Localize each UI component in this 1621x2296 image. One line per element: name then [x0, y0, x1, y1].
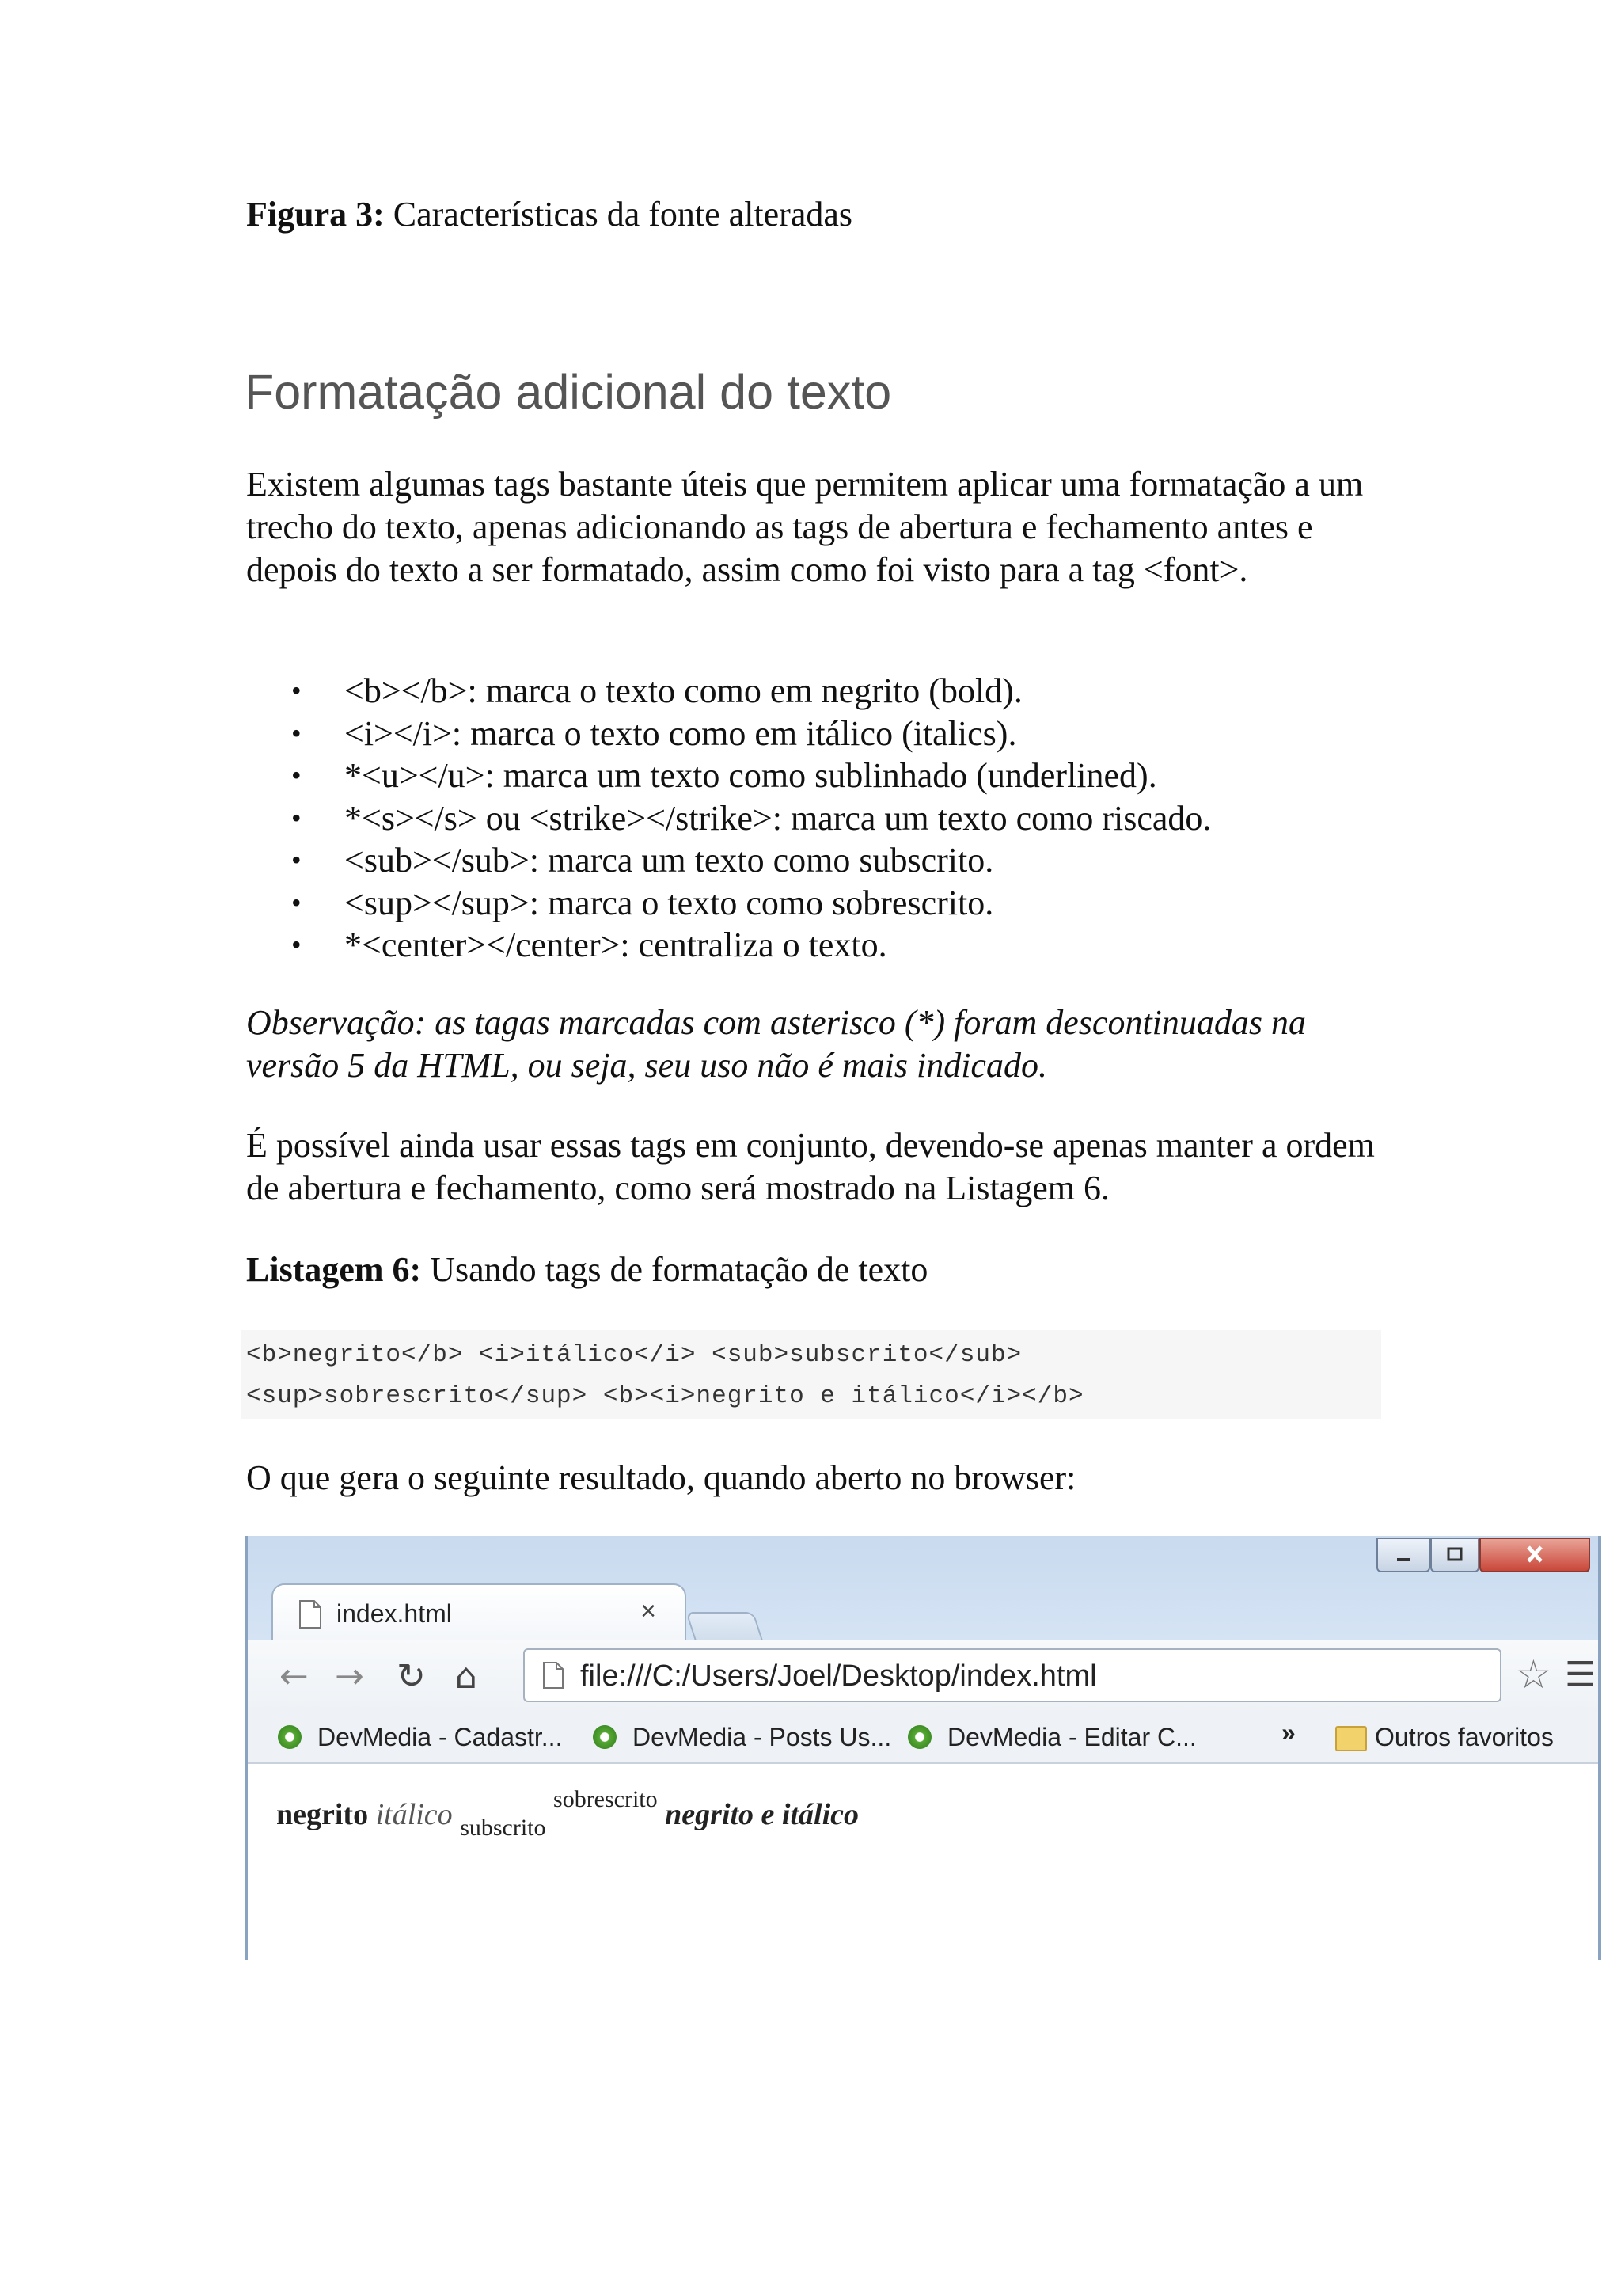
figure-caption-label: Figura 3:: [246, 195, 385, 234]
close-icon: [1481, 1539, 1589, 1571]
page-icon: [298, 1599, 322, 1629]
minimize-button[interactable]: [1376, 1538, 1430, 1572]
list-item: • <sup></sup>: marca o texto como sobrescrito.: [246, 882, 1394, 925]
address-url: file:///C:/Users/Joel/Desktop/index.html: [580, 1659, 1097, 1693]
figure-caption: [246, 194, 852, 234]
result-intro-paragraph: O que gera o seguinte resultado, quando aberto no browser:: [246, 1458, 1076, 1497]
list-item: • <i></i>: marca o texto como em itálico (italics).: [246, 713, 1394, 755]
bookmarks-overflow-icon[interactable]: »: [1281, 1718, 1296, 1747]
folder-icon: [1335, 1726, 1367, 1751]
maximize-button[interactable]: [1430, 1538, 1479, 1572]
other-bookmarks[interactable]: Outros favoritos: [1375, 1723, 1554, 1751]
list-item: • *<center></center>: centraliza o texto.: [246, 924, 1394, 967]
listing-caption: [246, 1249, 928, 1290]
maximize-icon: [1432, 1539, 1478, 1571]
tag-list: [246, 670, 1394, 967]
window-controls: [1376, 1538, 1595, 1576]
list-item: • <b></b>: marca o texto como em negrito (bold).: [246, 670, 1394, 713]
rendered-output: [276, 1786, 859, 1842]
address-bar[interactable]: [523, 1648, 1501, 1702]
bookmark-item[interactable]: DevMedia - Cadastr...: [317, 1723, 563, 1751]
tab-title: index.html: [336, 1599, 452, 1628]
close-window-button[interactable]: [1479, 1538, 1590, 1572]
back-icon[interactable]: ←: [279, 1656, 309, 1697]
section-heading: Formatação adicional do texto: [245, 365, 892, 419]
browser-screenshot: [245, 1536, 1601, 1960]
bookmark-item[interactable]: DevMedia - Editar C...: [947, 1723, 1197, 1751]
rendered-bold-italic: negrito e itálico: [665, 1798, 860, 1831]
devmedia-icon: [593, 1725, 617, 1749]
devmedia-icon: [908, 1725, 932, 1749]
list-item: • <sub></sub>: marca um texto como subscrito.: [246, 839, 1394, 882]
minimize-icon: [1378, 1539, 1429, 1571]
observation-note: Observação: as tagas marcadas com asterisco (*) foram descontinuadas na versão 5 da HTML, ou seja, seu uso não é mais indicado.: [246, 1003, 1307, 1085]
home-icon[interactable]: ⌂: [455, 1656, 477, 1697]
combined-tags-paragraph: É possível ainda usar essas tags em conjunto, devendo-se apenas manter a ordem de abertura e fechamento, como será mostrado na Listagem 6.: [246, 1126, 1375, 1207]
browser-tab[interactable]: [271, 1583, 686, 1642]
bookmarks-bar: [248, 1712, 1598, 1764]
page-icon: [542, 1661, 564, 1690]
bookmark-star-icon[interactable]: ☆: [1516, 1652, 1551, 1697]
forward-icon[interactable]: →: [335, 1656, 364, 1697]
bookmark-item[interactable]: DevMedia - Posts Us...: [632, 1723, 892, 1751]
code-listing: [241, 1330, 1381, 1419]
rendered-superscript: sobrescrito: [553, 1786, 658, 1812]
rendered-bold: negrito: [276, 1798, 369, 1831]
list-item: • *<s></s> ou <strike></strike>: marca um texto como riscado.: [246, 797, 1394, 840]
list-item: • *<u></u>: marca um texto como sublinhado (underlined).: [246, 755, 1394, 797]
menu-icon[interactable]: ☰: [1565, 1655, 1596, 1695]
listing-caption-text: Usando tags de formatação de texto: [430, 1250, 928, 1289]
reload-icon[interactable]: ↻: [397, 1656, 426, 1697]
listing-caption-label: Listagem 6:: [246, 1250, 422, 1289]
tab-close-icon[interactable]: ×: [640, 1596, 656, 1626]
intro-paragraph: Existem algumas tags bastante úteis que permitem aplicar uma formatação a um trecho do texto, apenas adicionando as tags de abertura e fechamento antes e depois do texto a ser formatado, assim como foi visto para a tag <font>.: [246, 465, 1364, 589]
rendered-subscript: subscrito: [460, 1815, 546, 1841]
browser-toolbar: [248, 1640, 1598, 1712]
code-line: <sup>sobrescrito</sup> <b><i>negrito e itálico</i></b>: [246, 1382, 1084, 1410]
devmedia-icon: [278, 1725, 302, 1749]
rendered-italic: itálico: [375, 1798, 453, 1831]
code-line: <b>negrito</b> <i>itálico</i> <sub>subscrito</sub>: [246, 1341, 1023, 1369]
figure-caption-text: Características da fonte alteradas: [393, 195, 853, 234]
browser-content: [248, 1764, 1598, 1960]
